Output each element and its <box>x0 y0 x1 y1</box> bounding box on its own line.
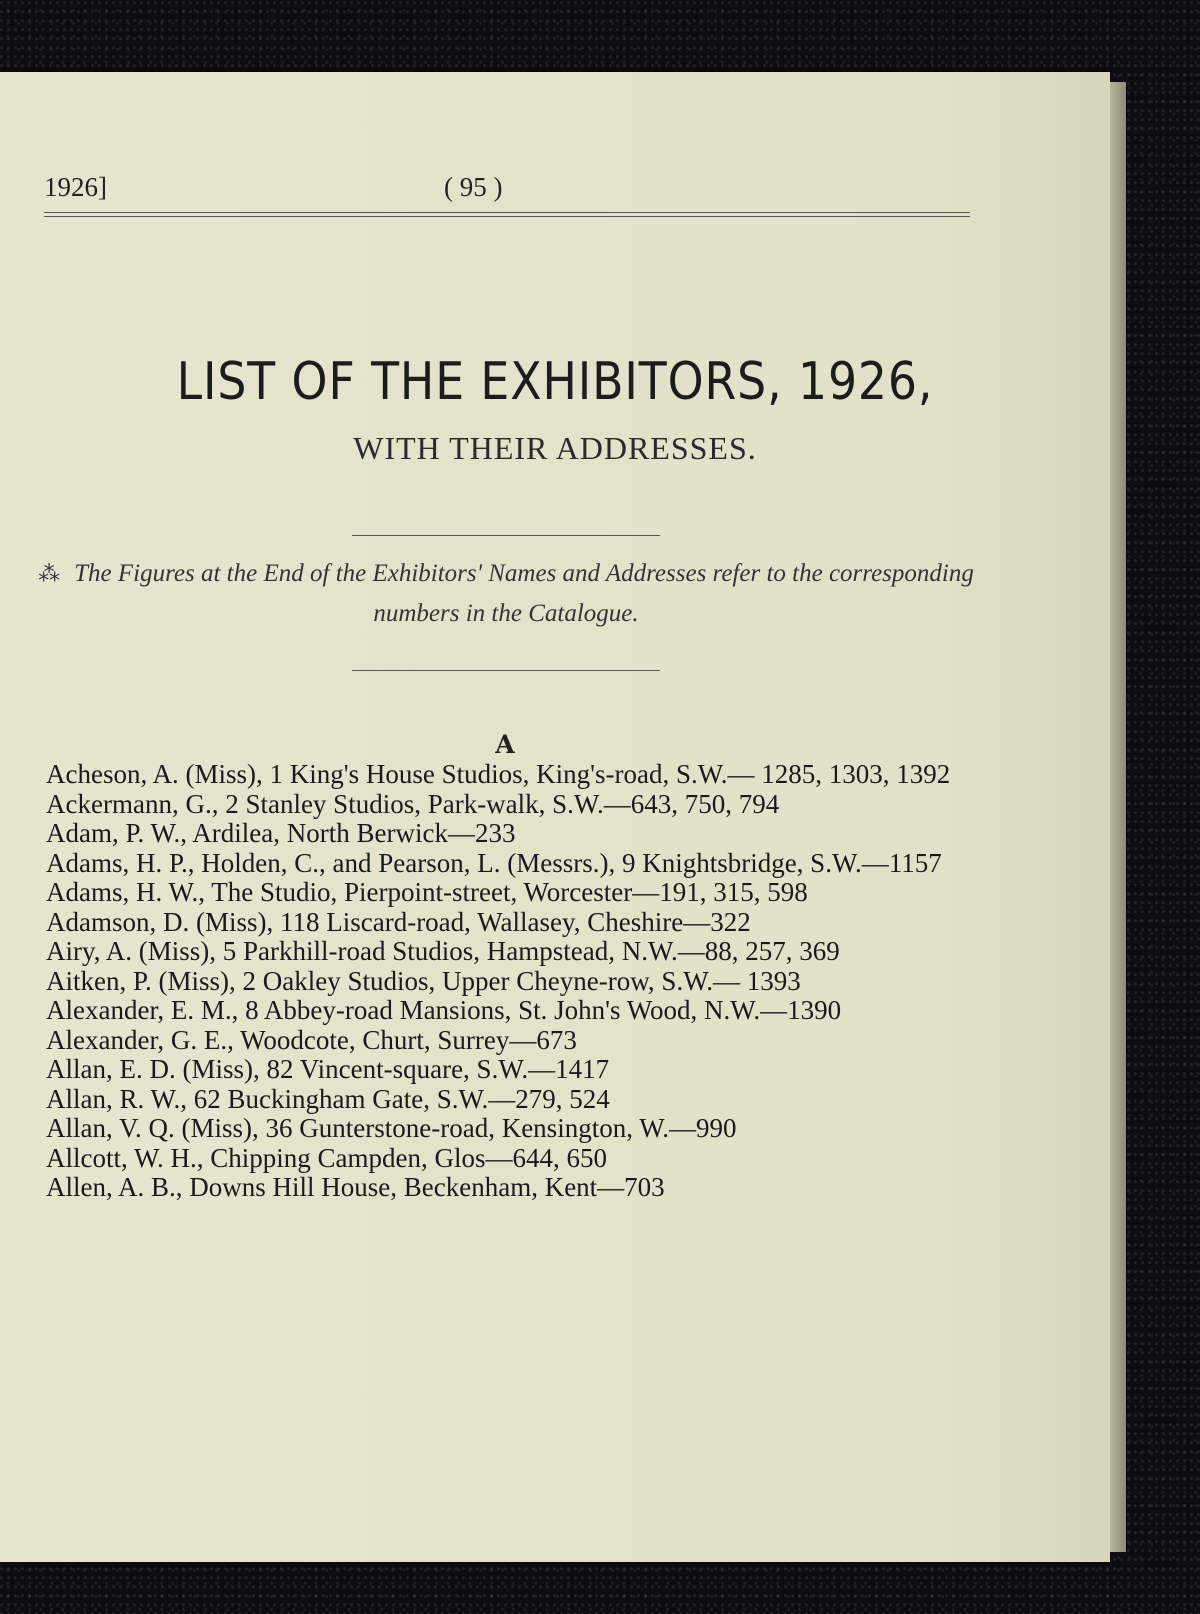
exhibitor-entry: Alexander, G. E., Woodcote, Churt, Surrey—673 <box>46 1024 577 1055</box>
exhibitor-entry: Acheson, A. (Miss), 1 King's House Studios, King's-road, S.W.— 1285, 1303, 1392 <box>46 759 951 789</box>
exhibitor-entry: Ackermann, G., 2 Stanley Studios, Park-walk, S.W.—643, 750, 794 <box>46 788 780 819</box>
divider-rule <box>352 670 660 671</box>
exhibitor-entry: Adamson, D. (Miss), 118 Liscard-road, Wallasey, Cheshire—322 <box>46 906 751 937</box>
page-title: LIST OF THE EXHIBITORS, 1926, <box>176 352 934 412</box>
note-text: The Figures at the End of the Exhibitors' Names and Addresses refer to the corresponding numbers in the Catalogue. <box>74 560 974 627</box>
running-head-year: 1926] <box>44 172 107 202</box>
editorial-note <box>36 554 976 634</box>
exhibitor-entry: Adams, H. W., The Studio, Pierpoint-street, Worcester—191, 315, 598 <box>46 877 808 907</box>
exhibitor-entry: Allan, V. Q. (Miss), 36 Gunterstone-road, Kensington, W.—990 <box>46 1113 737 1143</box>
header-double-rule <box>44 212 970 217</box>
exhibitor-entry: Allan, E. D. (Miss), 82 Vincent-square, S.W.—1417 <box>46 1054 610 1084</box>
running-head <box>44 172 970 206</box>
asterism-icon: ⁂ <box>38 561 61 586</box>
page-edge <box>1110 82 1126 1552</box>
divider-rule <box>352 535 660 536</box>
page-subtitle: WITH THEIR ADDRESSES. <box>353 430 757 466</box>
exhibitor-entry: Allcott, W. H., Chipping Campden, Glos—644, 650 <box>46 1142 608 1173</box>
exhibitor-list <box>46 760 966 1203</box>
exhibitor-entry: Allan, R. W., 62 Buckingham Gate, S.W.—279, 524 <box>46 1083 610 1114</box>
exhibitor-entry: Adams, H. P., Holden, C., and Pearson, L. (Messrs.), 9 Knightsbridge, S.W.—1157 <box>46 847 942 878</box>
book-page <box>0 72 1110 1562</box>
page-number: ( 95 ) <box>444 172 503 202</box>
section-letter: A <box>495 730 515 759</box>
exhibitor-entry: Airy, A. (Miss), 5 Parkhill-road Studios, Hampstead, N.W.—88, 257, 369 <box>46 936 840 966</box>
exhibitor-entry: Adam, P. W., Ardilea, North Berwick—233 <box>46 818 516 848</box>
exhibitor-entry: Alexander, E. M., 8 Abbey-road Mansions, St. John's Wood, N.W.—1390 <box>46 995 842 1025</box>
exhibitor-entry: Aitken, P. (Miss), 2 Oakley Studios, Upper Cheyne-row, S.W.— 1393 <box>46 965 801 996</box>
exhibitor-entry: Allen, A. B., Downs Hill House, Beckenham, Kent—703 <box>46 1172 665 1202</box>
